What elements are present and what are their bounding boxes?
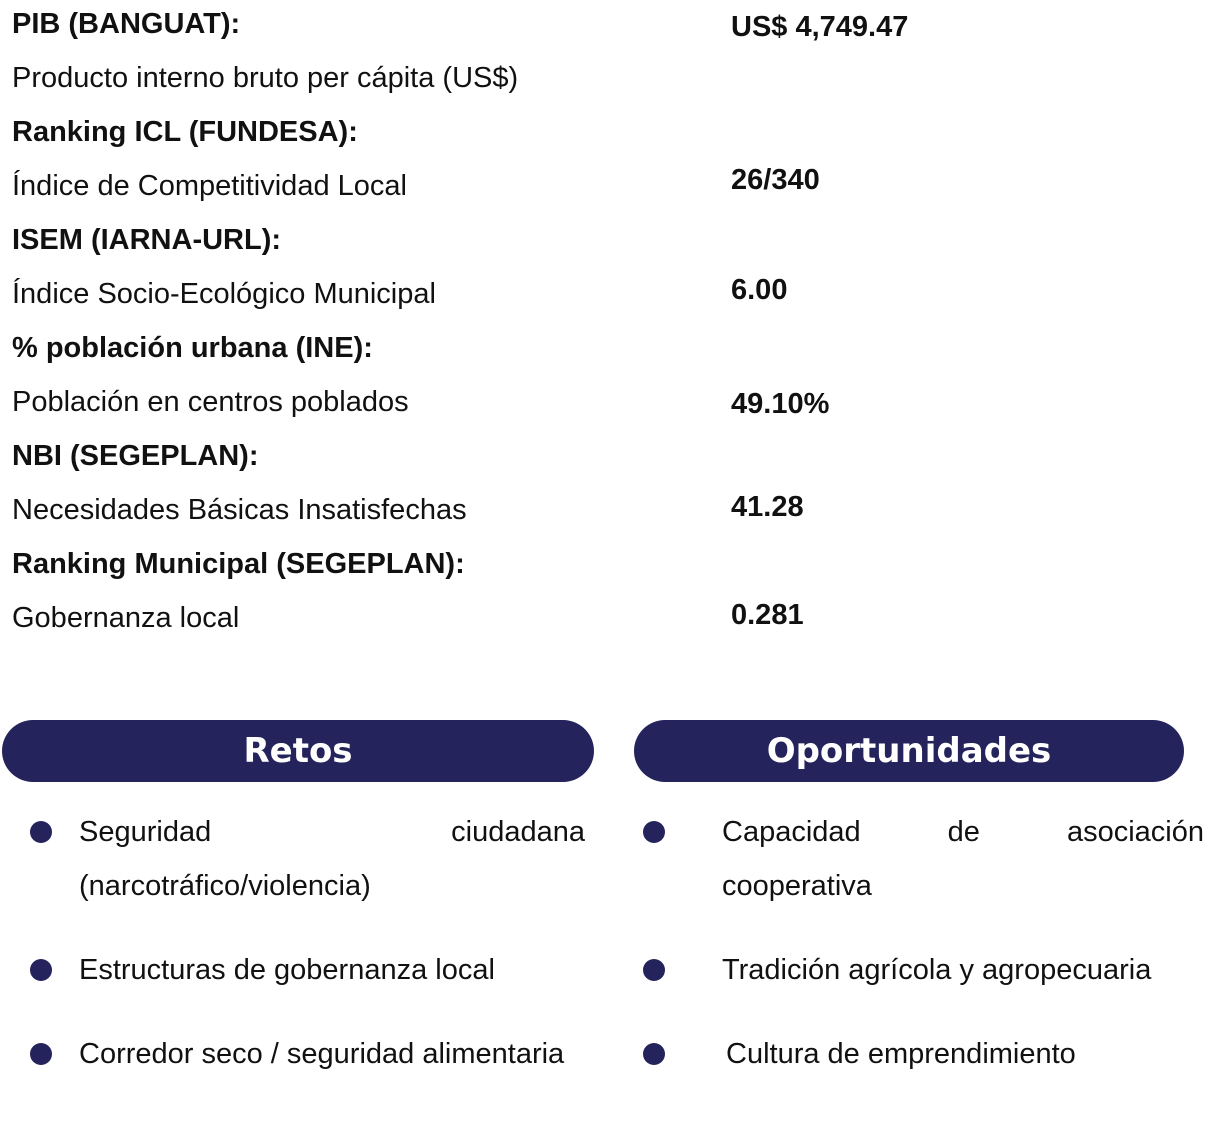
indicator-value: 6.00 [731,274,788,306]
indicator-subtitle: Índice Socio-Ecológico Municipal [12,278,436,310]
indicator-value: 0.281 [731,599,804,631]
bullet-icon [643,1043,665,1065]
oportunidades-item: Cultura de emprendimiento [726,1038,1076,1070]
indicator-title: PIB (BANGUAT): [12,8,241,40]
oportunidades-item: Tradición agrícola y agropecuaria [722,954,1152,986]
indicator-title: Ranking ICL (FUNDESA): [12,116,358,148]
indicator-subtitle: Necesidades Básicas Insatisfechas [12,494,467,526]
bullet-icon [643,821,665,843]
indicator-value: 49.10% [731,388,830,420]
indicator-subtitle: Índice de Competitividad Local [12,170,407,202]
indicator-title: NBI (SEGEPLAN): [12,440,259,472]
indicator-value: US$ 4,749.47 [731,11,909,43]
indicator-subtitle: Gobernanza local [12,602,240,634]
bullet-icon [30,1043,52,1065]
bullet-icon [30,959,52,981]
bullet-icon [643,959,665,981]
retos-item: Estructuras de gobernanza local [79,954,495,986]
indicator-title: % población urbana (INE): [12,332,373,364]
indicator-title: Ranking Municipal (SEGEPLAN): [12,548,465,580]
retos-item: Seguridad ciudadana (narcotráfico/violencia) [79,816,585,902]
indicator-value: 26/340 [731,164,820,196]
indicator-subtitle: Población en centros poblados [12,386,409,418]
indicator-subtitle: Producto interno bruto per cápita (US$) [12,62,519,94]
bullet-icon [30,821,52,843]
indicator-value: 41.28 [731,491,804,523]
oportunidades-item: Capacidad de asociación cooperativa [722,816,1204,902]
oportunidades-heading: Oportunidades [634,720,1184,782]
retos-item: Corredor seco / seguridad alimentaria [79,1038,565,1070]
retos-heading: Retos [2,720,594,782]
indicator-title: ISEM (IARNA-URL): [12,224,282,256]
